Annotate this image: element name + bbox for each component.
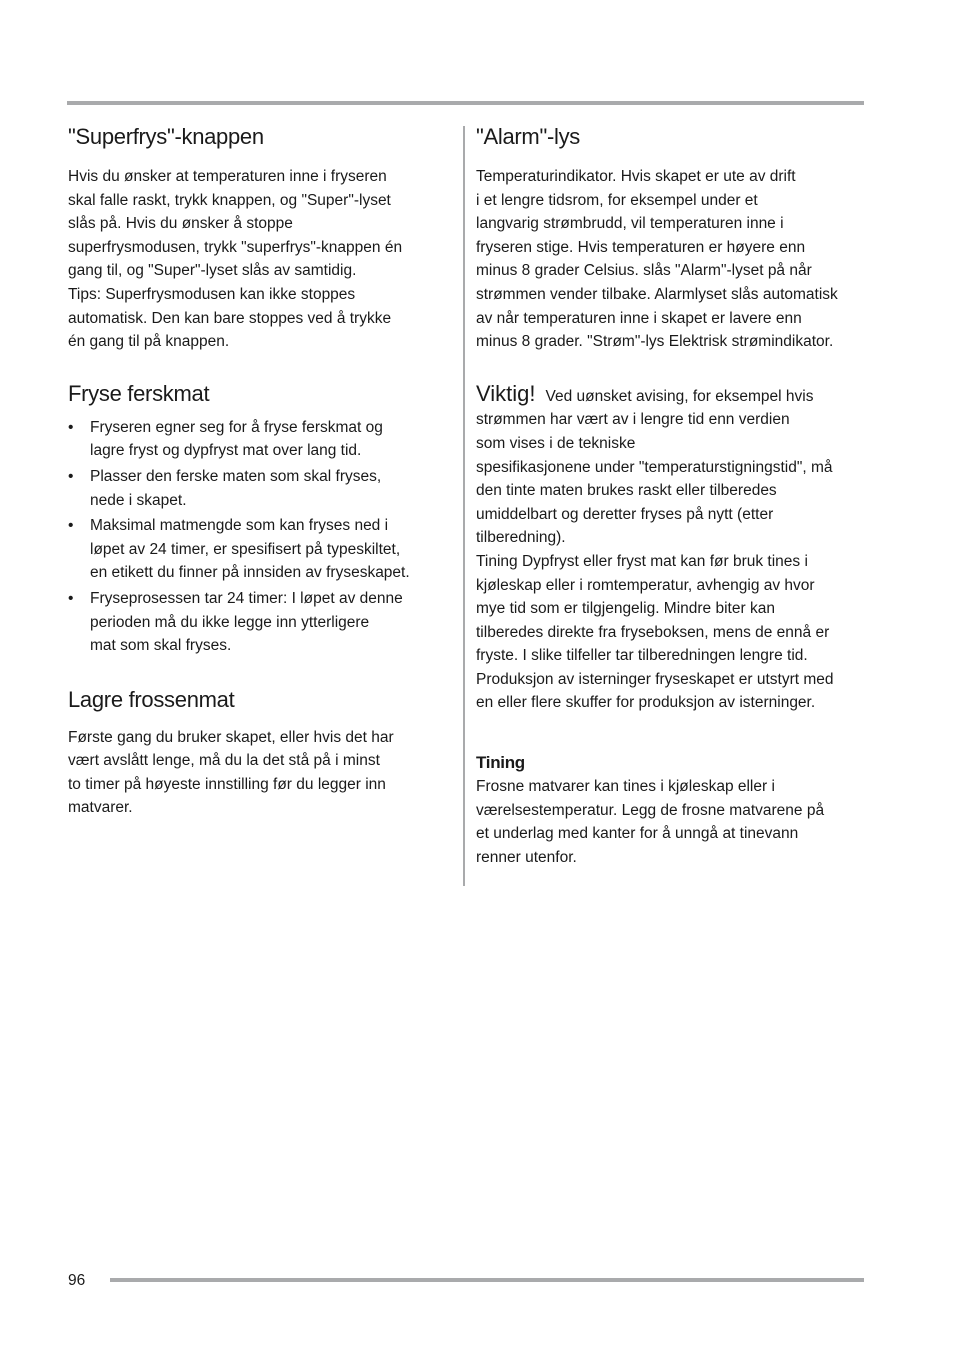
- text-line: gang til, og "Super"-lyset slås av samtidig.: [68, 262, 357, 280]
- text-line: strømmen har vært av i lengre tid enn verdien: [476, 411, 790, 429]
- text-line: strømmen vender tilbake. Alarmlyset slås automatisk: [476, 285, 838, 303]
- text-line: Hvis du ønsker at temperaturen inne i fryseren: [68, 168, 387, 185]
- text-line: vært avslått lenge, må du la det stå på i minst: [68, 752, 380, 770]
- bullet-icon: •: [68, 467, 74, 485]
- superfrys-body: [68, 165, 443, 354]
- text-line: spesifikasjonene under "temperaturstigningstid", må: [476, 458, 833, 476]
- list-item: [68, 587, 443, 658]
- superfrys-section: [68, 123, 443, 354]
- superfrys-heading: "Superfrys"-knappen: [68, 124, 264, 149]
- text-line: i et lengre tidsrom, for eksempel under et: [476, 191, 758, 209]
- tining-heading: Tining: [476, 753, 525, 773]
- alarm-heading: "Alarm"-lys: [476, 124, 580, 149]
- text-line: en eller flere skuffer for produksjon av isterninger.: [476, 694, 816, 712]
- text-line: Frosne matvarer kan tines i kjøleskap eller i: [476, 778, 775, 796]
- text-line: lagre fryst og dypfryst mat over lang tid.: [90, 442, 362, 460]
- text-line: den tinte maten brukes raskt eller tilberedes: [476, 482, 777, 500]
- list-item: [68, 465, 443, 512]
- bullet-icon: •: [68, 517, 74, 535]
- spacer: [68, 660, 443, 686]
- text-line: Første gang du bruker skapet, eller hvis det har: [68, 728, 394, 746]
- list-item: [68, 514, 443, 585]
- text-line: slås på. Hvis du ønsker å stoppe: [68, 215, 293, 233]
- text-line: værelsestemperatur. Legg de frosne matvarene på: [476, 801, 825, 819]
- alarm-section: [476, 123, 868, 354]
- text-line: Fryseren egner seg for å fryse ferskmat og: [90, 418, 383, 436]
- page-number: 96: [68, 1272, 86, 1289]
- text-line: Fryseprosessen tar 24 timer: I løpet av denne: [90, 589, 403, 607]
- text-line: Produksjon av isterninger fryseskapet er utstyrt med: [476, 670, 834, 688]
- spacer: [68, 354, 443, 380]
- lagre-body: [68, 726, 443, 820]
- text-line: superfrysmodusen, trykk "superfrys"-knappen én: [68, 238, 403, 256]
- text-line: mat som skal fryses.: [90, 637, 232, 655]
- lagre-heading: Lagre frossenmat: [68, 686, 235, 712]
- text-line: renner utenfor.: [476, 848, 577, 866]
- right-column: [476, 123, 868, 869]
- text-line: én gang til på knappen.: [68, 333, 230, 351]
- text-line: av når temperaturen inne i skapet er lavere enn: [476, 309, 802, 327]
- text-line: tilberedning).: [476, 529, 566, 547]
- viktig-section: [476, 382, 868, 715]
- text-line: langvarig strømbrudd, vil temperaturen inne i: [476, 215, 784, 233]
- text-line: som vises i de tekniske: [476, 434, 636, 452]
- list-item: [68, 416, 443, 463]
- alarm-body: [476, 165, 868, 354]
- text-line: et underlag med kanter for å unngå at tinevann: [476, 825, 799, 843]
- top-rule: [67, 101, 864, 105]
- left-column: [68, 123, 443, 820]
- footer-rule: [110, 1278, 864, 1282]
- text-line: Tips: Superfrysmodusen kan ikke stoppes: [68, 285, 356, 303]
- text-line: umiddelbart og deretter fryses på nytt (etter: [476, 505, 774, 523]
- fryse-heading: Fryse ferskmat: [68, 380, 210, 406]
- bullet-icon: •: [68, 589, 74, 607]
- text-line: nede i skapet.: [90, 491, 187, 509]
- text-line: skal falle raskt, trykk knappen, og "Super"-lyset: [68, 191, 391, 209]
- text-line: en etikett du finner på innsiden av fryseskapet.: [90, 564, 410, 582]
- text-line: fryseren stige. Hvis temperaturen er høyere enn: [476, 238, 806, 256]
- column-divider: [463, 126, 465, 886]
- text-line: minus 8 grader. "Strøm"-lys Elektrisk strømindikator.: [476, 333, 834, 351]
- text-line: automatisk. Den kan bare stoppes ved å trykke: [68, 309, 392, 327]
- bullet-icon: •: [68, 418, 74, 436]
- text-line: Temperaturindikator. Hvis skapet er ute av drift: [476, 168, 796, 185]
- text-line: løpet av 24 timer, er spesifisert på typeskiltet,: [90, 540, 401, 558]
- text-line: tilberedes direkte fra fryseboksen, mens de ennå er: [476, 623, 830, 641]
- tining-section: [476, 751, 868, 869]
- text-line: Plasser den ferske maten som skal fryses,: [90, 467, 382, 485]
- viktig-label: Viktig!: [476, 380, 536, 406]
- text-line: Ved uønsket avising, for eksempel hvis: [545, 387, 814, 405]
- text-line: mye tid som er tilgjengelig. Mindre biter kan: [476, 600, 775, 618]
- fryse-list: [68, 416, 443, 658]
- text-line: minus 8 grader Celsius. slås "Alarm"-lyset på når: [476, 262, 812, 280]
- text-line: matvarer.: [68, 799, 133, 817]
- lagre-section: [68, 686, 443, 820]
- text-line: perioden må du ikke legge inn ytterligere: [90, 613, 370, 631]
- viktig-first-line: [476, 382, 868, 409]
- text-line: to timer på høyeste innstilling før du legger inn: [68, 775, 386, 793]
- text-line: kjøleskap eller i romtemperatur, avhengig av hvor: [476, 576, 815, 594]
- text-line: Maksimal matmengde som kan fryses ned i: [90, 517, 389, 535]
- text-line: Tining Dypfryst eller fryst mat kan før bruk tines i: [476, 552, 808, 570]
- text-line: fryste. I slike tilfeller tar tilberedningen lengre tid.: [476, 647, 808, 665]
- fryse-section: [68, 380, 443, 658]
